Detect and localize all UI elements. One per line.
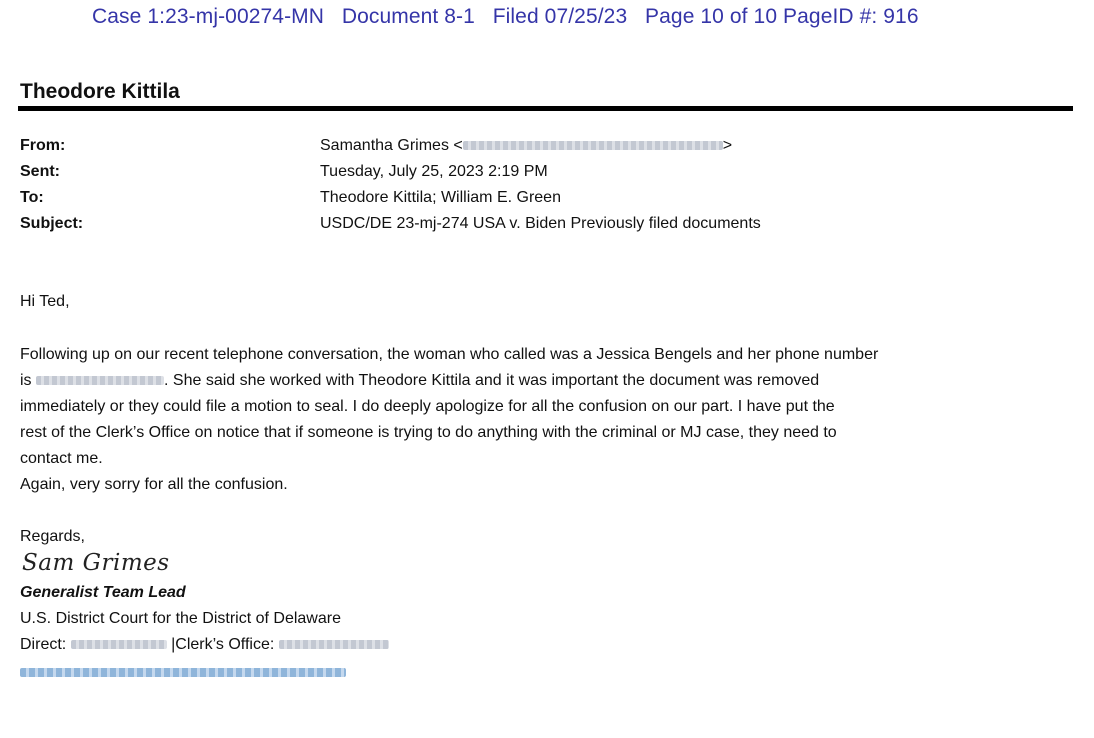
from-label: From:	[20, 137, 66, 154]
para-line: rest of the Clerk’s Office on notice that if someone is trying to do anything with the criminal or MJ case, they need to	[20, 424, 837, 441]
para-line: immediately or they could file a motion to seal. I do deeply apologize for all the confusion on our part. I have put the	[20, 398, 835, 415]
para-rest: . She said she worked with Theodore Kittila and it was important the document was removed	[164, 372, 820, 389]
filing-header: Case 1:23-mj-00274-MN Document 8-1 Filed 07/25/23 Page 10 of 10 PageID #: 916	[92, 5, 919, 28]
sent-value: Tuesday, July 25, 2023 2:19 PM	[320, 163, 548, 180]
para-line: Again, very sorry for all the confusion.	[20, 476, 288, 493]
recipient-heading: Theodore Kittila	[20, 80, 180, 103]
greeting: Hi Ted,	[20, 293, 70, 310]
from-end: >	[722, 137, 733, 154]
from-value	[320, 137, 732, 155]
closing: Regards,	[20, 528, 85, 545]
signature-phones	[20, 636, 389, 654]
to-value: Theodore Kittila; William E. Green	[320, 189, 561, 206]
clerk-label: |Clerk’s Office:	[171, 636, 275, 653]
para-line	[20, 368, 1080, 394]
redacted-phone	[36, 376, 164, 385]
redacted-direct-phone	[71, 640, 167, 649]
redacted-clerk-phone	[279, 640, 389, 649]
signature-court: U.S. District Court for the District of Delaware	[20, 610, 341, 627]
subject-value: USDC/DE 23-mj-274 USA v. Biden Previously filed documents	[320, 215, 761, 232]
message-paragraph	[20, 342, 1080, 498]
redacted-email-link[interactable]	[20, 668, 346, 677]
signature-name: Sam Grimes	[22, 550, 170, 576]
para-line: contact me.	[20, 450, 103, 467]
subject-label: Subject:	[20, 215, 84, 232]
heading-rule	[18, 106, 1073, 111]
redacted-email	[463, 141, 723, 150]
direct-label: Direct:	[20, 636, 67, 653]
signature-title: Generalist Team Lead	[20, 584, 186, 601]
to-label: To:	[20, 189, 44, 206]
para-is: is	[20, 372, 32, 389]
signature-email-row	[20, 664, 346, 682]
para-line: Following up on our recent telephone conversation, the woman who called was a Jessica Bengels and her phone number	[20, 346, 879, 363]
sent-label: Sent:	[20, 163, 60, 180]
from-name: Samantha Grimes <	[320, 137, 463, 154]
